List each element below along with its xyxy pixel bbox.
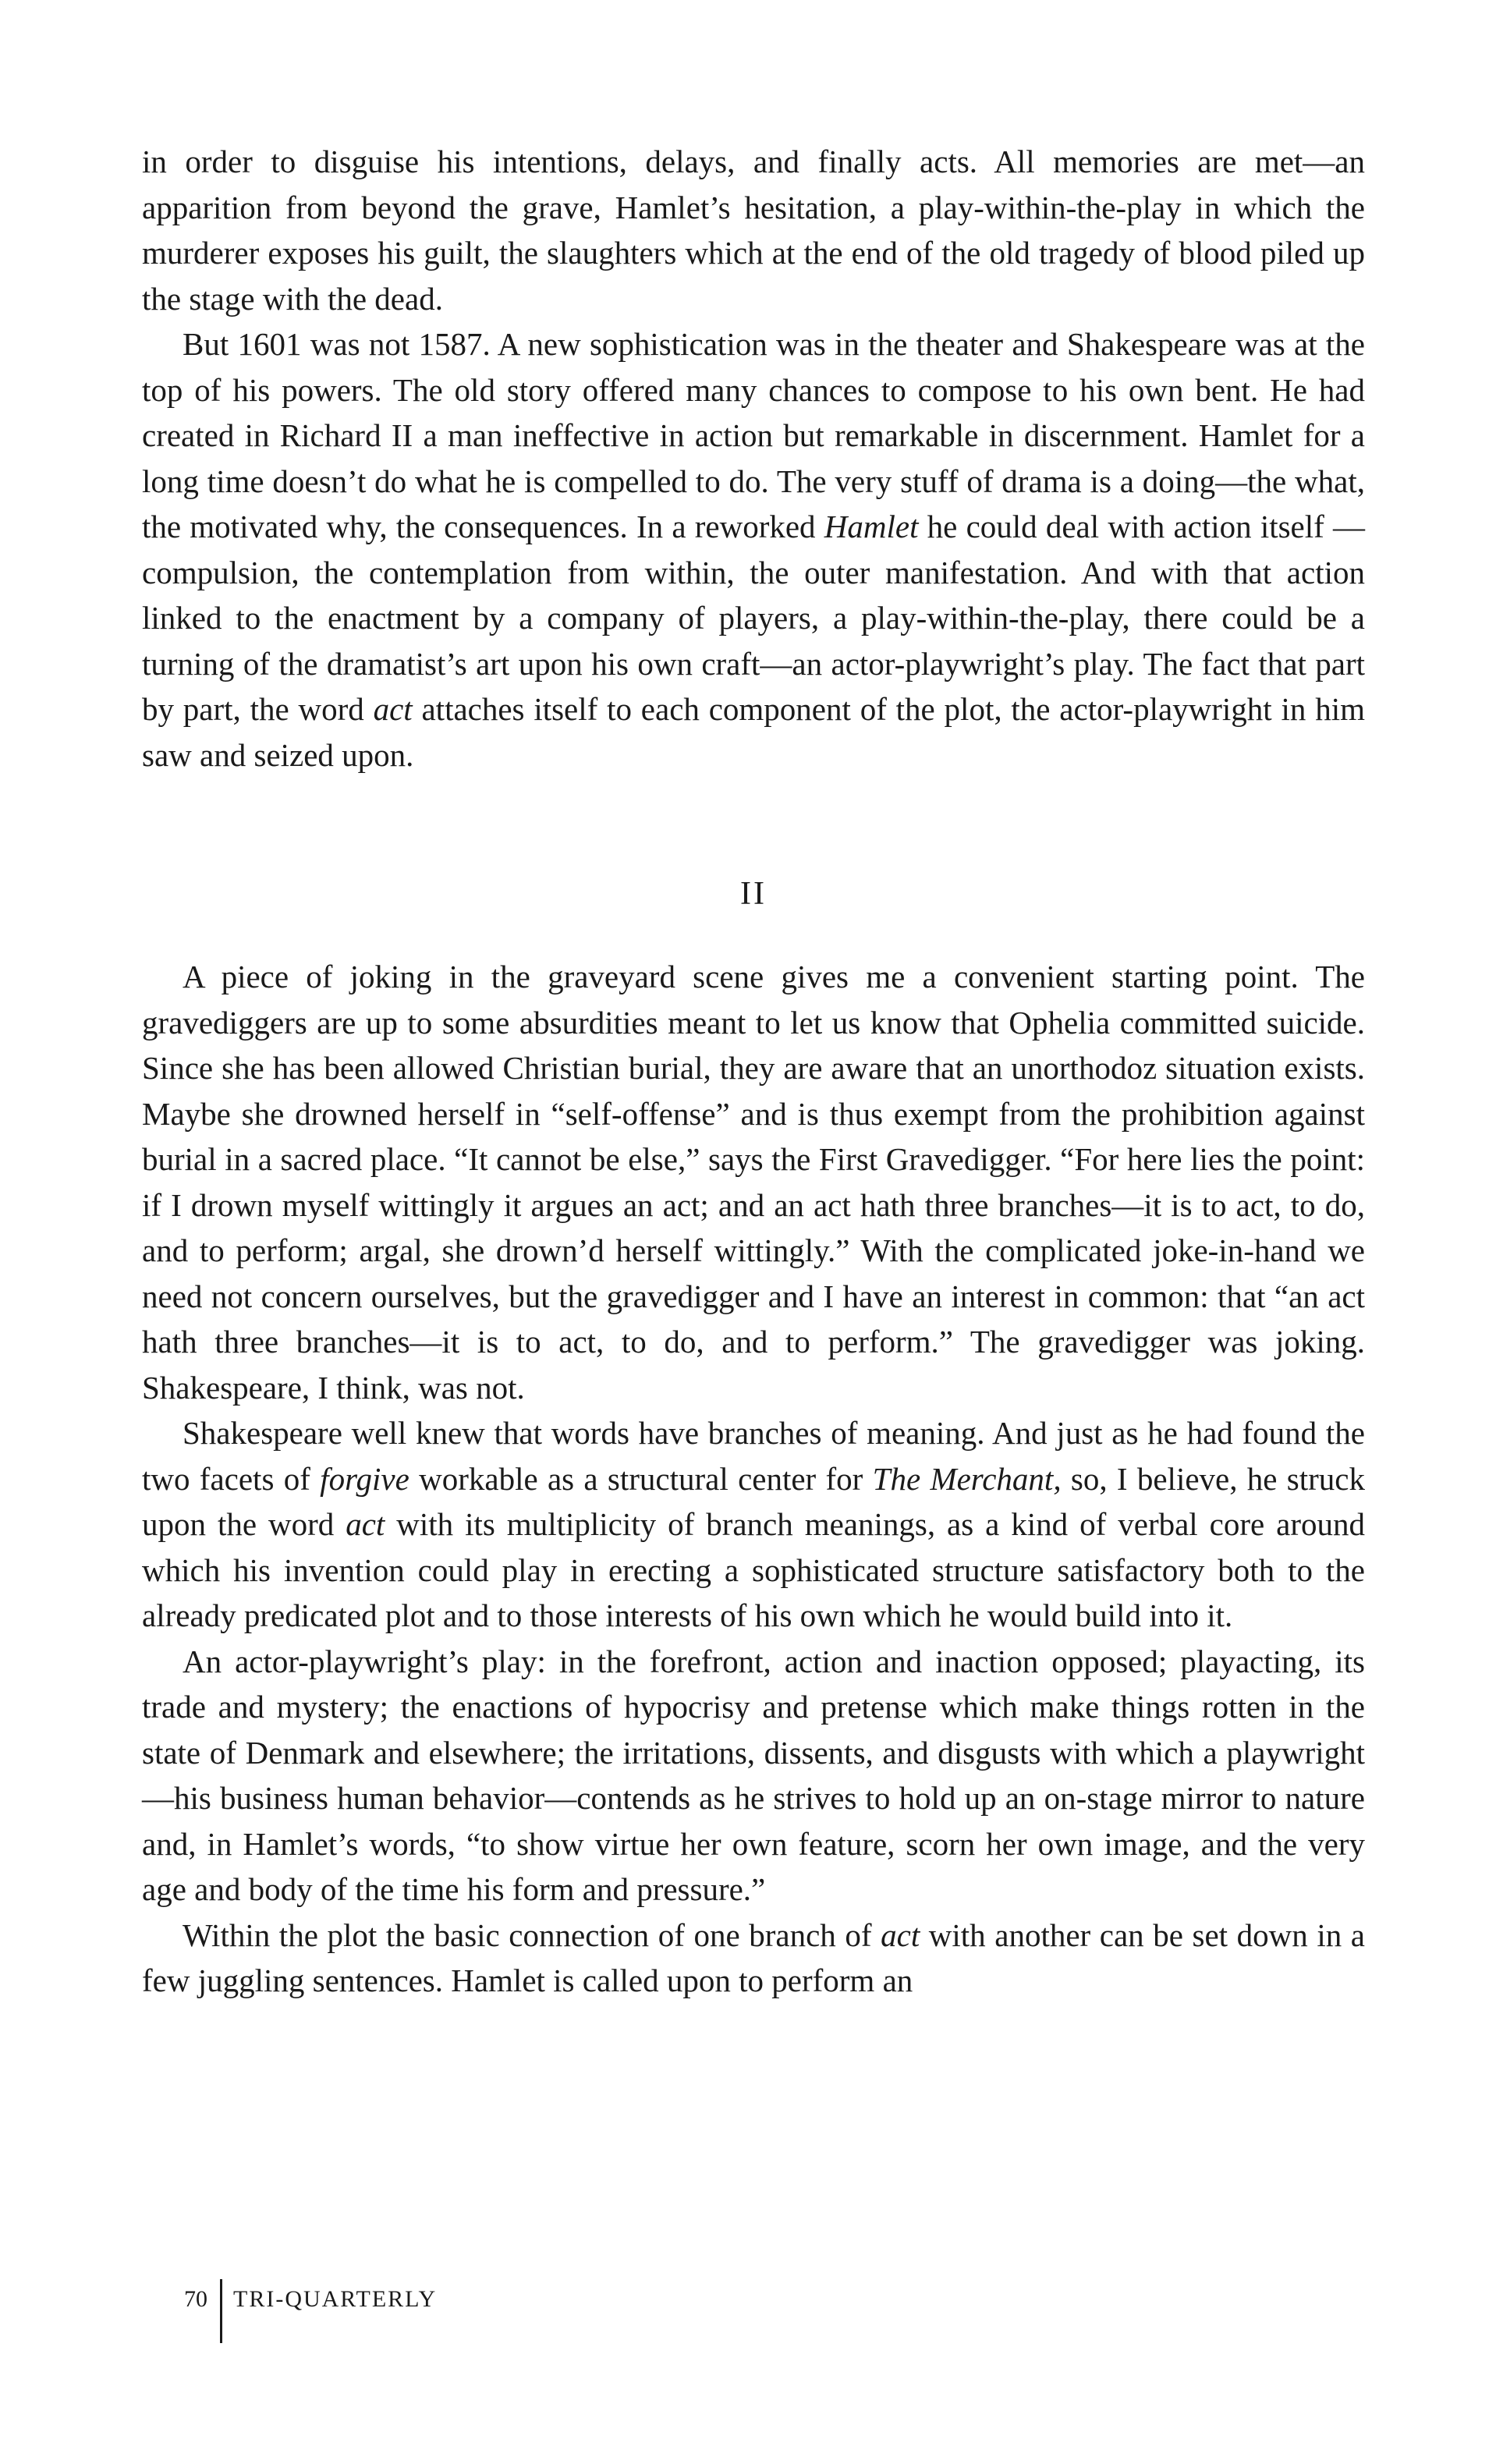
text-run: An actor-playwright’s play: in the forefront, action and inaction opposed; playacting, its trade and mystery; the enactions of hypocrisy and pretense which make things rotten in the state of Denmark and elsewhere; the irritations, dissents, and disgusts with which a playwright—his business human behavior—contends as he strives to hold up an on-stage mirror to nature and, in Hamlet’s words, “to show virtue her own feature, scorn her own image, and the very age and body of the time his form and pressure.” [142, 1643, 1365, 1907]
text-after-section [142, 954, 1365, 2004]
text-run: Within the plot the basic connection of one branch of [183, 1916, 881, 1953]
italic-title-the-merchant: The Merchant, [872, 1460, 1062, 1497]
text-run: Shakespeare well knew that words have branches of meaning. And just as he had found the two facets of [142, 1415, 1365, 1497]
italic-word-act: act [881, 1916, 920, 1953]
paragraph [142, 954, 1365, 1410]
text-run: so, I believe, he struck upon the word [142, 1460, 1365, 1542]
text-run: But 1601 was not 1587. A new sophistication was in the theater and Shakespeare was at the top of his powers. The old story offered many chances to compose to his own bent. He had created in Richard II a man ineffective in action but remarkable in discernment. Hamlet for a long time doesn’t do what he is compelled to do. The very stuff of drama is a doing—the what, the motivated why, the consequences. In a reworked [142, 326, 1365, 544]
text-run: attaches itself to each component of the plot, the actor-playwright in him saw and seized upon. [142, 691, 1365, 773]
page-body [142, 139, 1365, 2004]
paragraph [142, 1410, 1365, 1639]
paragraph [142, 139, 1365, 321]
journal-title: TRI-QUARTERLY [233, 2286, 438, 2312]
paragraph [142, 1913, 1365, 2004]
italic-word-act: act [346, 1506, 385, 1542]
italic-word-act: act [373, 691, 413, 727]
text-run: workable as a structural center for [409, 1460, 873, 1497]
italic-title-hamlet: Hamlet [824, 509, 919, 544]
italic-word-forgive: forgive [320, 1460, 409, 1497]
section-heading: II [740, 876, 767, 912]
paragraph [142, 1639, 1365, 1913]
text-run: with another can be set down in a few juggling sentences. Hamlet is called upon to perform an [142, 1916, 1365, 1998]
text-run: he could deal with action itself —compulsion, the contemplation from within, the outer manifestation. And with that action linked to the enactment by a company of players, a play-within-the-play, there could be a turning of the dramatist’s art upon his own craft—an actor-playwright’s play. The fact that part by part, the word [142, 509, 1365, 727]
page-number: 70 [184, 2286, 207, 2312]
page-footer [184, 2256, 437, 2343]
paragraph [142, 321, 1365, 778]
text-run: in order to disguise his intentions, delays, and finally acts. All memories are met—an apparition from beyond the grave, Hamlet’s hesitation, a play-within-the-play in which the murderer exposes his guilt, the slaughters which at the end of the old tragedy of blood piled up the stage with the dead. [142, 144, 1365, 317]
text-run: A piece of joking in the graveyard scene gives me a convenient starting point. The gravediggers are up to some absurdities meant to let us know that Ophelia committed suicide. Since she has been allowed Christian burial, they are aware that an unorthodoz situation exists. Maybe she drowned herself in “self-offense” and is thus exempt from the prohibition against burial in a sacred place. “It cannot be else,” says the First Gravedigger. “For here lies the point: if I drown myself wittingly it argues an act; and an act hath three branches—it is to act, to do, and to perform; argal, she drown’d herself wittingly.” With the complicated joke-in-hand we need not concern ourselves, but the gravedigger and I have an interest in common: that “an act hath three branches—it is to act, to do, and to perform.” The gravedigger was joking. Shakespeare, I think, was not. [142, 959, 1365, 1406]
text-before-section [142, 139, 1365, 778]
text-run: with its multiplicity of branch meanings, as a kind of verbal core around which his invention could play in erecting a sophisticated structure satisfactory both to the already predicated plot and to those interests of his own which he would build into it. [142, 1506, 1365, 1633]
